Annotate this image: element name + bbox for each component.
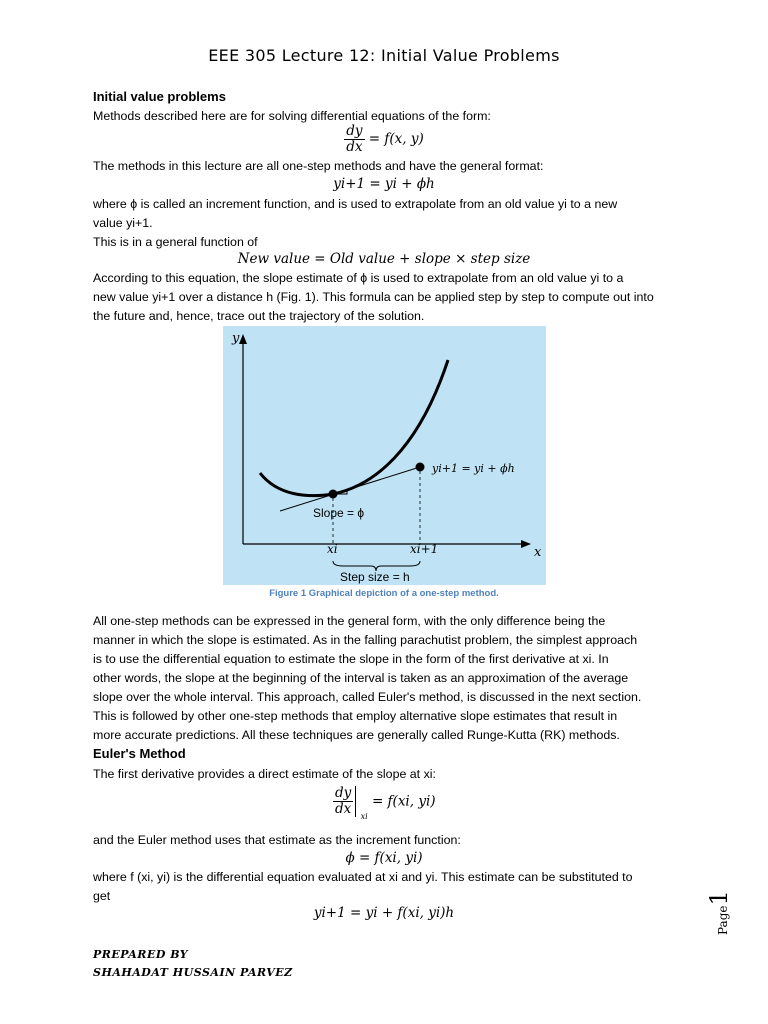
where-line-1: where ϕ is called an increment function, and is used to extrapolate from an old value yi to a new: [93, 197, 618, 211]
substitute-line-2: get: [93, 889, 111, 903]
step-size-label: Step size = h: [340, 570, 410, 584]
paragraph-line: is to use the differential equation to estimate the slope in the form of the first derivative at xi. In: [93, 652, 609, 666]
equation-general: yi+1 = yi + ϕh: [333, 176, 435, 192]
section-heading-initial-value: Initial value problems: [93, 89, 226, 104]
equation-derivative: [333, 786, 436, 821]
general-format-text: The methods in this lecture are all one-step methods and have the general format:: [93, 159, 544, 173]
paragraph-line: slope over the whole interval. This approach, called Euler's method, is discussed in the next section.: [93, 690, 642, 704]
footer-prepared-by: PREPARED BY: [93, 948, 189, 961]
fraction-dy-dx: [344, 124, 364, 155]
paragraph-line: other words, the slope at the beginning of the interval is taken as an approximation of the average: [93, 671, 629, 685]
equation-phi: ϕ = f(xi, yi): [345, 850, 423, 866]
fraction-denominator: dx: [346, 139, 363, 155]
equation-new-value: New value = Old value + slope × step size: [237, 251, 531, 267]
general-function-text: This is in a general function of: [93, 235, 258, 249]
paragraph-line: the future and, hence, trace out the trajectory of the solution.: [93, 309, 425, 323]
figure-graph: [223, 326, 546, 585]
xi1-label: xi+1: [410, 542, 439, 556]
page-title: EEE 305 Lecture 12: Initial Value Problems: [208, 46, 560, 65]
fraction-numerator: dy: [346, 123, 363, 139]
page-label: Page: [716, 905, 730, 935]
footer-author: SHAHADAT HUSSAIN PARVEZ: [93, 966, 293, 979]
figure-caption: Figure 1 Graphical depiction of a one-step method.: [269, 588, 499, 599]
equation-ode: [0, 124, 768, 155]
slope-label: Slope = ϕ: [313, 506, 365, 520]
paragraph-line: manner in which the slope is estimated. As in the falling parachutist problem, the simplest approach: [93, 633, 638, 647]
equation-rhs: = f(xi, yi): [371, 793, 436, 810]
fraction-dy-dx-eval: [333, 786, 356, 817]
fraction-numerator: dy: [335, 785, 352, 801]
figure-one-step: [223, 326, 546, 585]
x-axis-arrow: [521, 540, 531, 548]
page-number-mark: [705, 890, 733, 935]
increment-text: and the Euler method uses that estimate as the increment function:: [93, 833, 461, 847]
paragraph-line: According to this equation, the slope estimate of ϕ is used to extrapolate from an old value yi to a: [93, 271, 624, 285]
xi-label: xi: [327, 542, 338, 556]
page-number: 1: [705, 890, 733, 906]
equation-rhs: = f(x, y): [368, 131, 424, 147]
paragraph-slope: [93, 269, 675, 326]
section-heading-euler: Euler's Method: [93, 746, 186, 761]
y-axis-arrow: [239, 334, 247, 344]
paragraph-line: new value yi+1 over a distance h (Fig. 1). This formula can be applied step by step to compute out into: [93, 290, 654, 304]
fraction-denominator: dx: [335, 801, 352, 817]
slope-line: [280, 467, 420, 511]
solution-curve: [260, 360, 448, 496]
intro-text: Methods described here are for solving differential equations of the form:: [93, 109, 491, 123]
paragraph-line: All one-step methods can be expressed in the general form, with the only difference being the: [93, 614, 606, 628]
y-axis-label: y: [232, 331, 240, 346]
evaluation-subscript: xi: [360, 812, 368, 821]
point-xi-yi: [329, 490, 338, 499]
paragraph-line: more accurate predictions. All these techniques are generally called Runge-Kutta (RK) methods.: [93, 728, 620, 742]
x-axis-label: x: [534, 545, 542, 560]
substitute-line-1: where f (xi, yi) is the differential equation evaluated at xi and yi. This estimate can be substituted to: [93, 870, 633, 884]
euler-intro-text: The first derivative provides a direct estimate of the slope at xi:: [93, 767, 436, 781]
equation-euler: yi+1 = yi + f(xi, yi)h: [313, 905, 455, 921]
paragraph-one-step: [93, 612, 675, 745]
point-xi1-yi1: [416, 463, 425, 472]
paragraph-line: This is followed by other one-step methods that employ alternative slope estimates that result in: [93, 709, 618, 723]
where-line-2: value yi+1.: [93, 216, 153, 230]
point-label: yi+1 = yi + ϕh: [432, 462, 515, 475]
